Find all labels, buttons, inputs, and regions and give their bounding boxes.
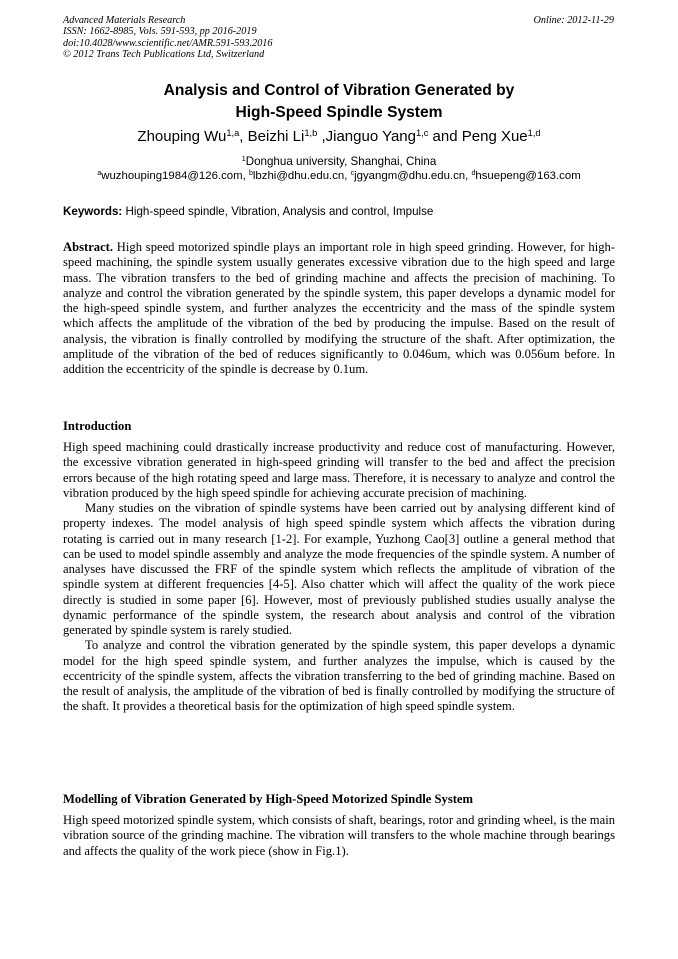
introduction-body [63,440,615,715]
introduction-heading: Introduction [63,419,132,433]
author-sup: 1,a [226,127,240,138]
email-sup: b [248,170,253,178]
journal-copyright: © 2012 Trans Tech Publications Ltd, Switzerland [63,48,265,60]
journal-doi: doi:10.4028/www.scientific.net/AMR.591-593.2016 [63,37,273,49]
journal-issn: ISSN: 1662-8985, Vols. 591-593, pp 2016-2019 [63,26,257,38]
email-address[interactable]: jgyangm@dhu.edu.cn [354,170,466,182]
affiliation-sup: 1 [241,154,246,164]
abstract [63,240,615,377]
email-sep: , [242,170,249,182]
author-sep: , [239,128,248,145]
email-list [30,170,648,182]
email-address[interactable]: hsuepeng@163.com [475,170,581,182]
paragraph: High speed machining could drastically increase productivity and reduce cost of manufacturing. However, the excessive vibration generated in high-speed grinding will transfer to the bed and affect the precision errors because of the high rotating speed and large mass. Therefore, it is necessary to analyze and control the vibration produced by the high speed spindle for achieving accurate precision of machining. [63,440,615,500]
paper-title-line-1: Analysis and Control of Vibration Generated by [163,82,515,99]
email-sep: , [465,170,472,182]
paper-title-line-2: High-Speed Spindle System [235,104,443,121]
online-date: Online: 2012-11-29 [533,15,614,26]
author-sep: and [428,128,462,145]
paper-title [40,80,638,124]
email-address[interactable]: lbzhi@dhu.edu.cn [252,170,345,182]
email-sup: a [97,170,102,178]
email-sup: c [350,170,355,178]
journal-header [63,15,272,60]
paragraph: Many studies on the vibration of spindle systems have been carried out by analysing different kind of property indexes. The model analysis of high speed spindle system which affects the vibration during rotating is carried out in many research [1-2]. For example, Yuzhong Cao[3] outline a general method that can be used to model spindle assembly and analyze the mode frequencies of the spindle system. A number of analyses have discussed the FRF of the spindle system which reflects the amplitude of vibration of the spindle system at different frequencies [4-5]. Also chatter which will affect the quality of the work piece directly is studied in some paper [6]. However, most of previously published studies usually analyse the dynamic performance of the spindle system, the research about analysis and control of the vibration generated by spindle system is rarely studied. [63,501,615,637]
paragraph: High speed motorized spindle system, which consists of shaft, bearings, rotor and grinding wheel, is the main vibration source of the grinding machine. The vibration will transfers to the whole machine through bearings and affects the quality of the work piece (show in Fig.1). [63,813,615,858]
author-name: Jianguo Yang [325,128,416,145]
abstract-label: Abstract. [63,240,114,254]
author-sep: , [317,128,326,145]
email-sep: , [344,170,351,182]
abstract-text: High speed motorized spindle plays an important role in high speed grinding. However, for high-speed machining, the spindle system usually generates excessive vibration due to the high speed and large mass. The vibration transfers to the bed of grinding machine and affects the precision of machining. To analyze and control the vibration generated by the spindle system, this paper develops a dynamic model for the high-speed spindle system, and further analyzes the eccentricity and the mass of the spindle system which affects the amplitude of the vibration of the bed by producing the impulse. Based on the result of analysis, the vibration is finally controlled by modifying the structure of the shaft. After optimization, the amplitude of the vibration of the bed of reduces significantly to 0.046um, which was 0.056um before. In addition the eccentricity of the spindle is decrease by 0.1um. [63,240,615,376]
keywords-text: High-speed spindle, Vibration, Analysis and control, Impulse [122,205,434,218]
modelling-heading: Modelling of Vibration Generated by High-Speed Motorized Spindle System [63,792,473,806]
author-list [40,128,638,145]
author-sup: 1,c [415,127,429,138]
affiliation-text: Donghua university, Shanghai, China [245,155,437,168]
author-name: Zhouping Wu [137,128,227,145]
paragraph: To analyze and control the vibration generated by the spindle system, this paper develops a dynamic model for the high speed spindle system, and further analyzes the impulse, which is caused by the eccentricity of the spindle system, affects the vibration transferring to the bed of grinding machine. Based on the result of analysis, the amplitude of the vibration of bed is finally controlled by modifying the structure of the shaft. It provides a theoretical basis for the optimization of high speed spindle system. [63,638,615,714]
email-sup: d [471,170,476,178]
keywords-label: Keywords: [63,205,123,218]
author-sup: 1,d [527,127,541,138]
email-address[interactable]: wuzhouping1984@126.com [101,170,243,182]
modelling-body [63,813,615,859]
affiliation [40,155,638,168]
journal-name: Advanced Materials Research [63,15,186,26]
author-sup: 1,b [304,127,318,138]
keywords [63,205,615,218]
author-name: Peng Xue [461,128,528,145]
author-name: Beizhi Li [247,128,305,145]
